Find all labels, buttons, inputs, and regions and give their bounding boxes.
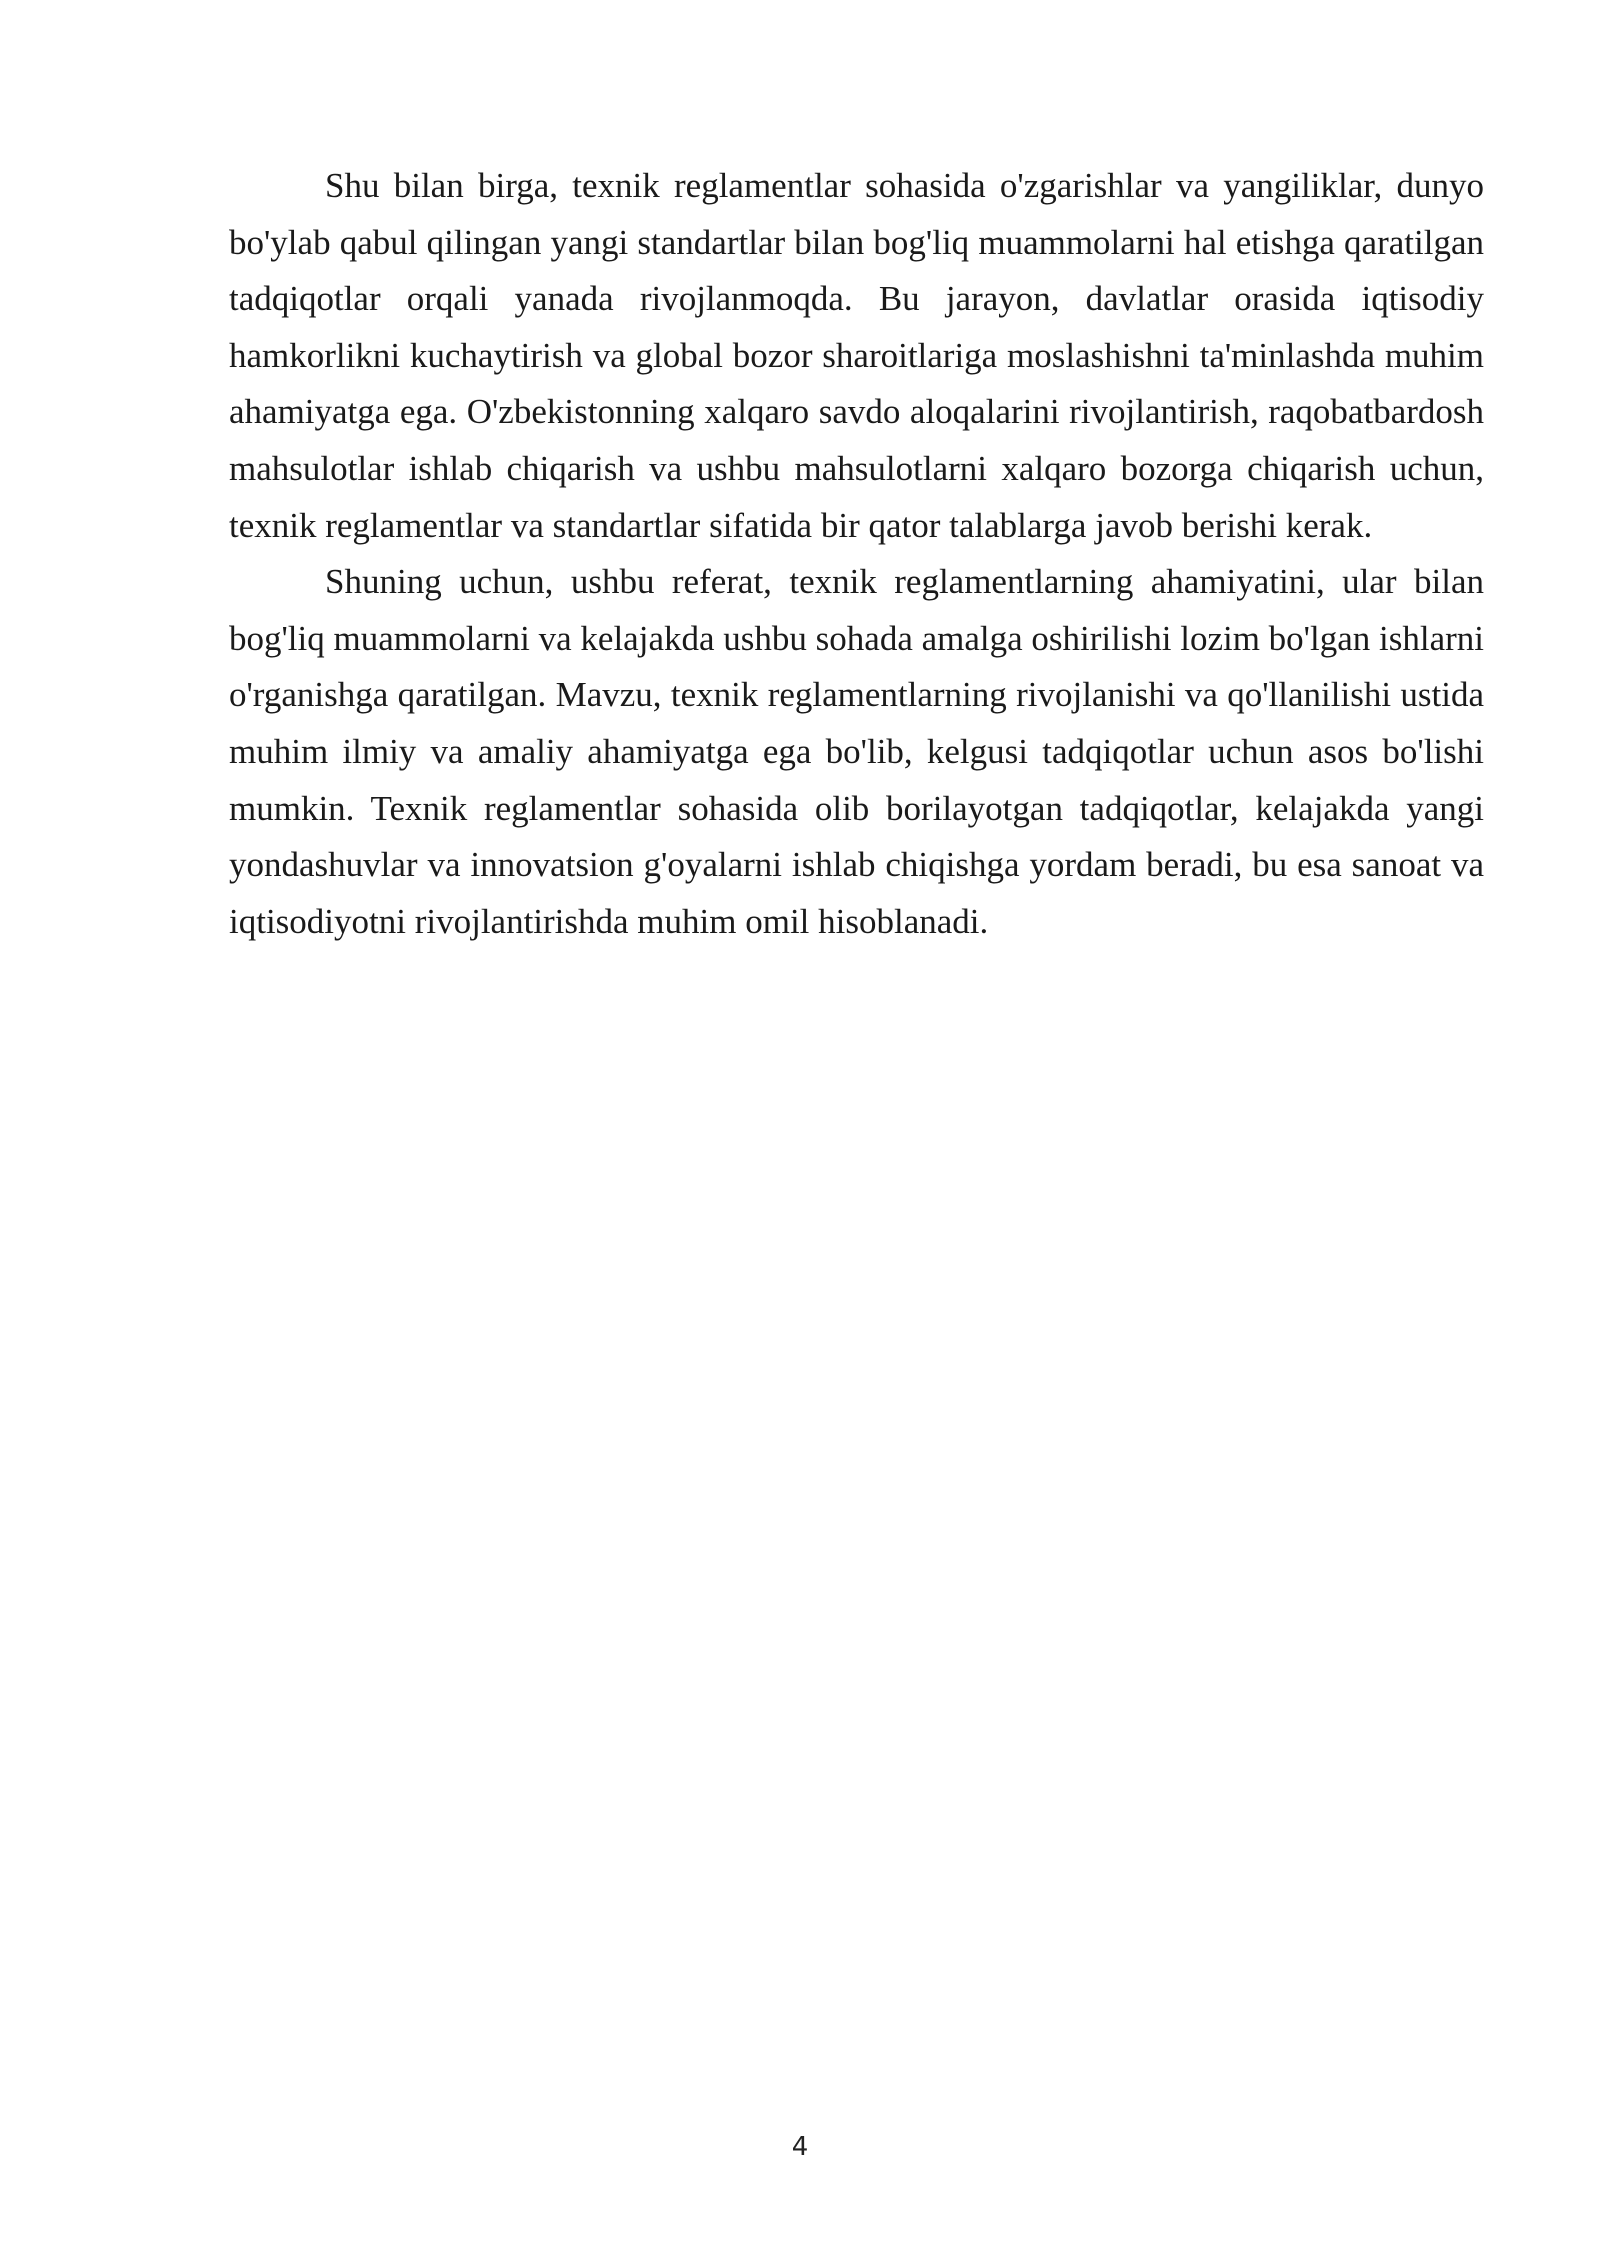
page-number: 4: [791, 2132, 809, 2162]
paragraph-1: Shu bilan birga, texnik reglamentlar sohasida o'zgarishlar va yangiliklar, dunyo bo'ylab qabul qilingan yangi standartlar bilan bog'liq muammolarni hal etishga qaratilgan tadqiqotlar orqali yanada rivojlanmoqda. Bu jarayon, davlatlar orasida iqtisodiy hamkorlikni kuchaytirish va global bozor sharoitlariga moslashishni ta'minlashda muhim ahamiyatga ega. O'zbekistonning xalqaro savdo aloqalarini rivojlantirish, raqobatbardosh mahsulotlar ishlab chiqarish va ushbu mahsulotlarni xalqaro bozorga chiqarish uchun, texnik reglamentlar va standartlar sifatida bir qator talablarga javob berishi kerak.: [229, 166, 1484, 545]
paragraph-2: Shuning uchun, ushbu referat, texnik reglamentlarning ahamiyatini, ular bilan bog'liq muammolarni va kelajakda ushbu sohada amalga oshirilishi lozim bo'lgan ishlarni o'rganishga qaratilgan. Mavzu, texnik reglamentlarning rivojlanishi va qo'llanilishi ustida muhim ilmiy va amaliy ahamiyatga ega bo'lib, kelgusi tadqiqotlar uchun asos bo'lishi mumkin. Texnik reglamentlar sohasida olib borilayotgan tadqiqotlar, kelajakda yangi yondashuvlar va innovatsion g'oyalarni ishlab chiqishga yordam beradi, bu esa sanoat va iqtisodiyotni rivojlantirishda muhim omil hisoblanadi.: [229, 562, 1484, 941]
page-body: [229, 158, 1484, 950]
